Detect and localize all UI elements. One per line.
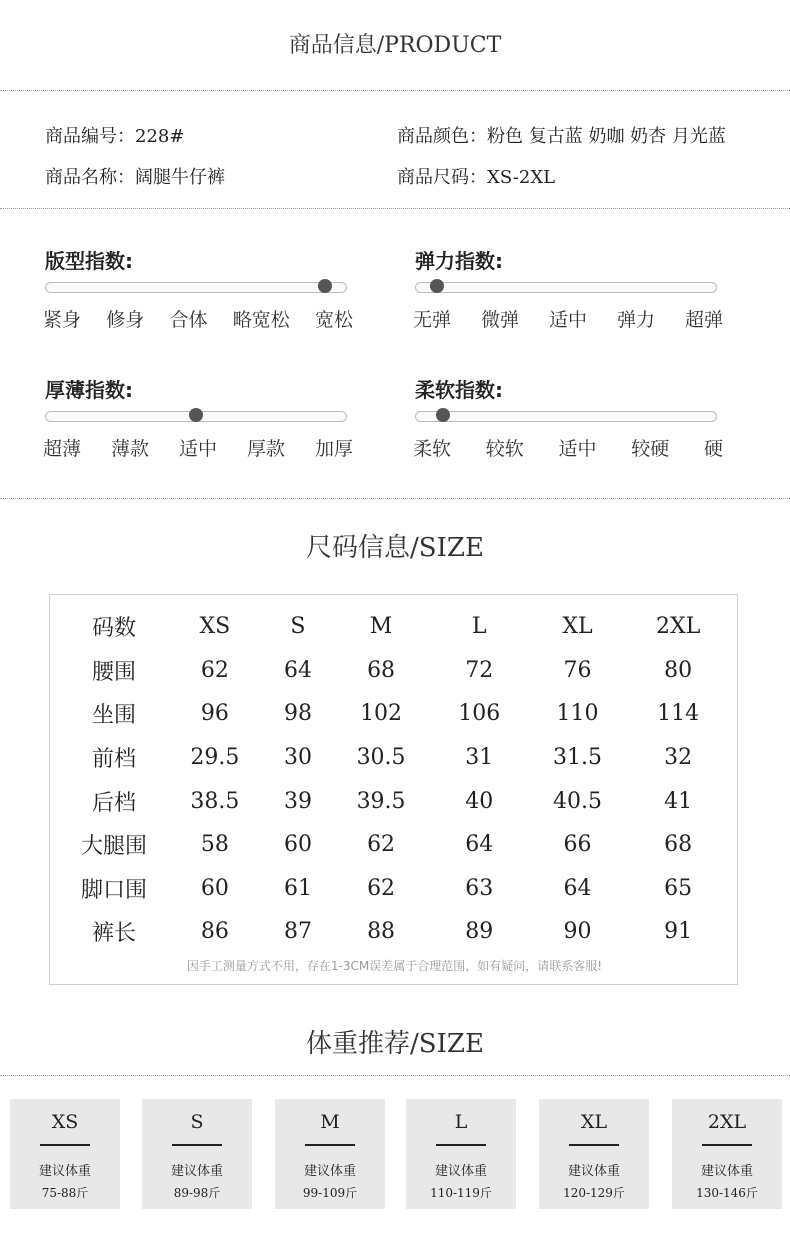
index-label: 较硬 [631, 438, 670, 460]
index-title: 厚薄指数: [45, 378, 133, 402]
row-label-cell: 脚口围 [80, 877, 147, 903]
table-cell: 30 [283, 745, 312, 771]
product-section-title: 商品信息/PRODUCT [288, 33, 502, 58]
weight-card-range: 75-88斤 [41, 1186, 89, 1200]
index-track [415, 282, 717, 293]
table-cell: 68 [367, 657, 396, 683]
table-cell: 39 [283, 788, 312, 814]
table-cell: 66 [563, 832, 592, 858]
index-labels [43, 434, 353, 461]
row-label-cell: 裤长 [91, 921, 136, 947]
table-cell: 76 [563, 657, 592, 683]
table-cell: 2XL [656, 614, 701, 640]
table-cell: M [369, 614, 393, 640]
weight-card-underline [436, 1144, 486, 1146]
table-row [66, 867, 726, 911]
weight-card-underline [569, 1144, 619, 1146]
weight-section-title: 体重推荐/SIZE [306, 1029, 484, 1059]
table-cell: 40.5 [552, 788, 602, 814]
weight-card-label: 建议体重 [303, 1164, 356, 1179]
table-cell: XL [562, 614, 593, 640]
index-labels [413, 305, 723, 332]
row-label-cell: 大腿围 [80, 834, 147, 860]
weight-card-label: 建议体重 [38, 1164, 91, 1179]
table-cell: 98 [283, 701, 312, 727]
product-name: 商品名称：阔腿牛仔裤 [45, 167, 225, 188]
weight-card-label: 建议体重 [567, 1164, 620, 1179]
table-cell: 114 [657, 701, 700, 727]
weight-card-range: 110-119斤 [430, 1186, 492, 1200]
weight-card-size: L [454, 1111, 468, 1133]
table-cell: 86 [200, 919, 229, 945]
index-label: 硬 [703, 438, 723, 460]
weight-card-label: 建议体重 [170, 1164, 223, 1179]
weight-card-size: XL [580, 1111, 608, 1133]
size-table-body [66, 605, 726, 954]
weight-card-2xl [672, 1099, 782, 1209]
divider [0, 208, 790, 209]
weight-card-size: XS [51, 1111, 79, 1133]
index-knob [318, 279, 332, 293]
index-knob [436, 408, 450, 422]
index-label: 适中 [178, 438, 217, 460]
index-label: 弹力 [616, 309, 655, 331]
table-cell: 80 [664, 657, 693, 683]
table-cell: 61 [283, 875, 312, 901]
table-cell: 64 [465, 832, 494, 858]
table-cell: 91 [664, 919, 693, 945]
table-cell: 41 [664, 788, 693, 814]
table-cell: 110 [556, 701, 599, 727]
index-title: 版型指数: [45, 249, 133, 273]
table-cell: 38.5 [190, 788, 240, 814]
table-row [66, 736, 726, 780]
index-label: 加厚 [314, 438, 353, 460]
index-label: 薄款 [110, 438, 149, 460]
index-label: 适中 [558, 438, 597, 460]
row-label-cell: 腰围 [91, 659, 136, 685]
index-label: 柔软 [413, 438, 452, 460]
table-cell: 58 [200, 832, 229, 858]
size-section-title: 尺码信息/SIZE [306, 533, 484, 563]
product-code: 商品编号：228# [45, 126, 185, 147]
weight-card-label: 建议体重 [700, 1164, 753, 1179]
size-table-header-row [66, 605, 726, 649]
table-cell: 89 [465, 919, 494, 945]
table-cell: 64 [563, 875, 592, 901]
row-label-cell: 后档 [91, 790, 136, 816]
table-cell: 96 [200, 701, 229, 727]
index-label: 微弹 [480, 309, 519, 331]
index-title: 弹力指数: [415, 249, 503, 273]
table-cell: 62 [367, 875, 396, 901]
table-row [66, 779, 726, 823]
table-cell: 40 [465, 788, 494, 814]
weight-card-size: 2XL [707, 1111, 747, 1133]
table-cell: 87 [283, 919, 312, 945]
index-label: 宽松 [314, 309, 353, 331]
measurement-note: 因手工测量方式不用，存在1-3CM误差属于合理范围，如有疑问，请联系客服! [186, 959, 603, 973]
size-table-box [49, 594, 738, 985]
divider [0, 498, 790, 499]
weight-card-range: 130-146斤 [696, 1186, 758, 1200]
table-row [66, 649, 726, 693]
table-cell: 90 [563, 919, 592, 945]
weight-card-label: 建议体重 [434, 1164, 487, 1179]
row-label-cell: 码数 [91, 616, 136, 642]
table-cell: 62 [200, 657, 229, 683]
table-cell: 60 [200, 875, 229, 901]
weight-card-underline [702, 1144, 752, 1146]
table-cell: XS [199, 614, 231, 640]
index-label: 超弹 [684, 309, 723, 331]
index-label: 合体 [169, 309, 208, 331]
row-label-cell: 坐围 [91, 703, 136, 729]
index-knob [189, 408, 203, 422]
table-cell: S [290, 614, 306, 640]
table-cell: 39.5 [356, 788, 406, 814]
index-track [45, 411, 347, 422]
index-label: 修身 [106, 309, 145, 331]
table-cell: 62 [367, 832, 396, 858]
weight-card-range: 99-109斤 [302, 1186, 358, 1200]
table-row [66, 910, 726, 954]
weight-card-range: 120-129斤 [563, 1186, 625, 1200]
table-cell: 68 [664, 832, 693, 858]
table-cell: 65 [664, 875, 693, 901]
table-cell: 31.5 [552, 745, 602, 771]
weight-card-l [406, 1099, 516, 1209]
table-cell: L [471, 614, 487, 640]
weight-card-range: 89-98斤 [173, 1186, 221, 1200]
divider [0, 1075, 790, 1076]
weight-card-underline [172, 1144, 222, 1146]
weight-card-size: M [320, 1111, 340, 1133]
product-colors: 商品颜色：粉色 复古蓝 奶咖 奶杏 月光蓝 [397, 126, 726, 147]
index-labels [43, 305, 353, 332]
product-sizes: 商品尺码：XS-2XL [397, 167, 556, 188]
table-row [66, 823, 726, 867]
index-track [415, 411, 717, 422]
index-label: 厚款 [246, 438, 285, 460]
table-cell: 31 [465, 745, 494, 771]
index-label: 紧身 [43, 309, 82, 331]
weight-card-xl [539, 1099, 649, 1209]
divider [0, 90, 790, 91]
index-label: 无弹 [413, 309, 452, 331]
index-track [45, 282, 347, 293]
table-cell: 106 [458, 701, 501, 727]
index-knob [430, 279, 444, 293]
index-label: 略宽松 [232, 309, 290, 331]
index-labels [413, 434, 723, 461]
weight-card-m [275, 1099, 385, 1209]
table-cell: 60 [283, 832, 312, 858]
table-cell: 72 [465, 657, 494, 683]
index-label: 适中 [548, 309, 587, 331]
table-row [66, 692, 726, 736]
weight-card-underline [305, 1144, 355, 1146]
weight-card-underline [40, 1144, 90, 1146]
row-label-cell: 前档 [91, 747, 136, 773]
table-cell: 64 [283, 657, 312, 683]
index-label: 超薄 [43, 438, 82, 460]
table-cell: 88 [367, 919, 396, 945]
table-cell: 29.5 [190, 745, 240, 771]
size-table [66, 605, 726, 954]
weight-card-xs [10, 1099, 120, 1209]
table-cell: 30.5 [356, 745, 406, 771]
weight-card-s [142, 1099, 252, 1209]
weight-card-size: S [190, 1111, 204, 1133]
index-title: 柔软指数: [415, 378, 503, 402]
table-cell: 102 [360, 701, 403, 727]
table-cell: 63 [465, 875, 494, 901]
index-label: 较软 [485, 438, 524, 460]
table-cell: 32 [664, 745, 693, 771]
